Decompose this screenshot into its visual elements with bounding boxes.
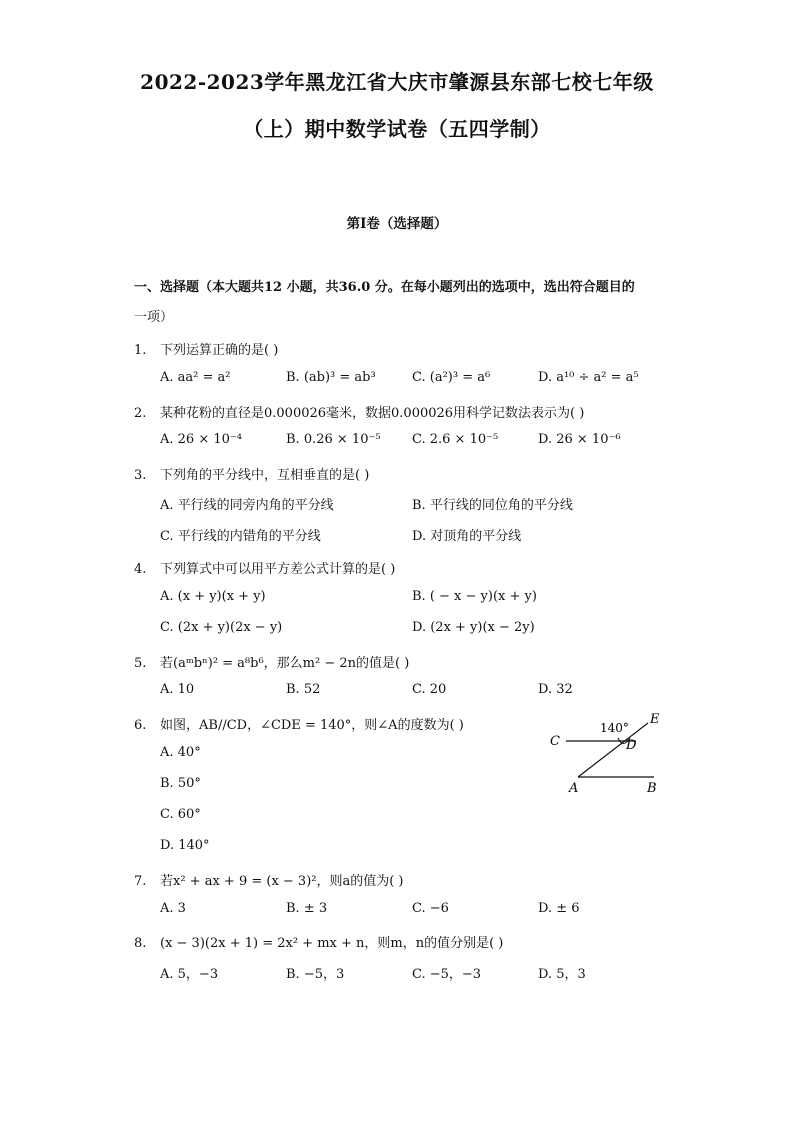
q6-option-c[interactable]: C. 60° <box>160 807 201 822</box>
q8-option-d[interactable]: D. 5，3 <box>538 967 586 982</box>
question-number: 3. <box>134 468 147 483</box>
q2-option-a[interactable]: A. 26 × 10⁻⁴ <box>160 432 242 447</box>
question-stem: 下列算式中可以用平方差公式计算的是( ) <box>160 562 396 577</box>
q6-option-b[interactable]: B. 50° <box>160 776 201 791</box>
q7-option-a[interactable]: A. 3 <box>160 901 186 916</box>
volume-title: 第I卷（选择题） <box>346 216 448 232</box>
question-4 <box>134 558 395 577</box>
exam-title-line2: （上）期中数学试卷（五四学制） <box>243 117 551 141</box>
label-e: E <box>650 712 660 727</box>
q3-option-c[interactable]: C. 平行线的内错角的平分线 <box>160 529 321 544</box>
q5-option-a[interactable]: A. 10 <box>160 682 195 697</box>
question-2 <box>134 402 584 421</box>
question-3 <box>134 464 369 483</box>
q2-option-d[interactable]: D. 26 × 10⁻⁶ <box>538 432 621 447</box>
question-number: 1. <box>134 343 147 358</box>
exam-title-line1: 2022-2023学年黑龙江省大庆市肇源县东部七校七年级 <box>140 70 654 94</box>
angle-label: 140° <box>600 721 629 735</box>
q5-option-d[interactable]: D. 32 <box>538 682 573 697</box>
q3-option-d[interactable]: D. 对顶角的平分线 <box>412 529 522 544</box>
question-stem: 下列角的平分线中，互相垂直的是( ) <box>160 468 370 483</box>
q7-option-b[interactable]: B. ± 3 <box>286 901 328 916</box>
q7-option-c[interactable]: C. −6 <box>412 901 449 916</box>
question-8 <box>134 932 503 951</box>
question-stem: (x − 3)(2x + 1) = 2x² + mx + n，则m，n的值分别是( ) <box>160 936 504 951</box>
q6-geometry-figure <box>540 705 680 800</box>
question-7 <box>134 870 404 889</box>
q6-option-d[interactable]: D. 140° <box>160 838 210 853</box>
q1-option-a[interactable]: A. aa² = a² <box>160 370 231 385</box>
section-instruction-line1: 一、选择题（本大题共12 小题，共36.0 分。在每小题列出的选项中，选出符合题目的 <box>134 280 635 295</box>
q1-option-b[interactable]: B. (ab)³ = ab³ <box>286 370 376 385</box>
question-1 <box>134 339 278 358</box>
question-stem: 如图，AB//CD，∠CDE = 140°，则∠A的度数为( ) <box>160 718 464 733</box>
question-number: 5. <box>134 656 147 671</box>
question-5 <box>134 652 409 671</box>
question-stem: 若x² + ax + 9 = (x − 3)²，则a的值为( ) <box>160 874 404 889</box>
question-number: 7. <box>134 874 147 889</box>
label-b: B <box>647 781 657 796</box>
q5-option-c[interactable]: C. 20 <box>412 682 447 697</box>
section-instruction-line2: 一项） <box>134 310 174 325</box>
question-number: 6. <box>134 718 147 733</box>
q2-option-b[interactable]: B. 0.26 × 10⁻⁵ <box>286 432 381 447</box>
q1-option-d[interactable]: D. a¹⁰ ÷ a² = a⁵ <box>538 370 639 385</box>
label-c: C <box>550 734 560 749</box>
q5-option-b[interactable]: B. 52 <box>286 682 321 697</box>
q2-option-c[interactable]: C. 2.6 × 10⁻⁵ <box>412 432 499 447</box>
question-6 <box>134 714 464 733</box>
question-stem: 某种花粉的直径是0.000026毫米，数据0.000026用科学记数法表示为( ) <box>160 406 585 421</box>
q1-option-c[interactable]: C. (a²)³ = a⁶ <box>412 370 491 385</box>
question-number: 2. <box>134 406 147 421</box>
q8-option-a[interactable]: A. 5，−3 <box>160 967 219 982</box>
q4-option-d[interactable]: D. (2x + y)(x − 2y) <box>412 620 535 635</box>
question-stem: 下列运算正确的是( ) <box>160 343 279 358</box>
q8-option-c[interactable]: C. −5，−3 <box>412 967 482 982</box>
q8-option-b[interactable]: B. −5，3 <box>286 967 345 982</box>
q4-option-b[interactable]: B. ( − x − y)(x + y) <box>412 589 537 604</box>
q3-option-a[interactable]: A. 平行线的同旁内角的平分线 <box>160 498 334 513</box>
label-a: A <box>569 781 579 796</box>
question-stem: 若(aᵐbⁿ)² = a⁸b⁶，那么m² − 2n的值是( ) <box>160 656 410 671</box>
q4-option-c[interactable]: C. (2x + y)(2x − y) <box>160 620 283 635</box>
label-d: D <box>626 738 637 753</box>
q3-option-b[interactable]: B. 平行线的同位角的平分线 <box>412 498 573 513</box>
question-number: 4. <box>134 562 147 577</box>
q4-option-a[interactable]: A. (x + y)(x + y) <box>160 589 266 604</box>
question-number: 8. <box>134 936 147 951</box>
q7-option-d[interactable]: D. ± 6 <box>538 901 580 916</box>
q6-option-a[interactable]: A. 40° <box>160 745 201 760</box>
